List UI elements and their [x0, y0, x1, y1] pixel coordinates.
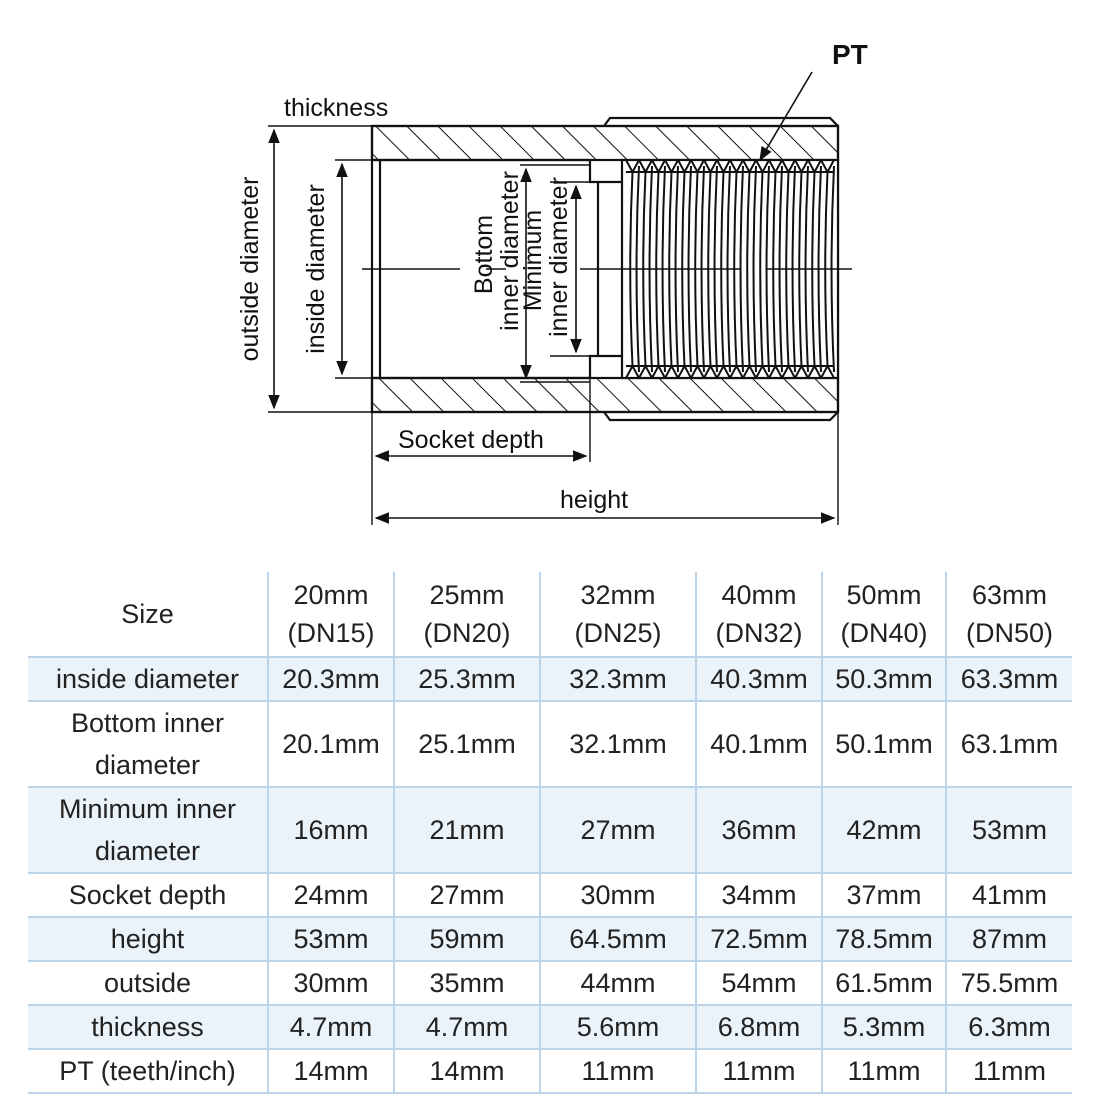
size-value: 50mm — [846, 580, 922, 610]
pt-label: PT — [832, 39, 868, 70]
row-label: PT (teeth/inch) — [28, 1049, 268, 1093]
minimum-inner-diameter-line-2: inner diameter — [545, 177, 573, 337]
table-cell: 5.3mm — [822, 1005, 946, 1049]
table-cell: 11mm — [540, 1049, 696, 1093]
size-value: 40mm — [721, 580, 797, 610]
minimum-inner-diameter-label — [519, 177, 573, 337]
row-label: Bottom inner diameter — [28, 701, 268, 787]
size-spec-table — [28, 572, 1072, 1094]
table-row — [28, 873, 1072, 917]
table-row — [28, 917, 1072, 961]
table-cell: 4.7mm — [394, 1005, 540, 1049]
table-cell: 27mm — [394, 873, 540, 917]
table-cell: 54mm — [696, 961, 822, 1005]
table-cell: 24mm — [268, 873, 394, 917]
table-cell: 11mm — [696, 1049, 822, 1093]
size-column-header — [822, 572, 946, 657]
table-cell: 20.1mm — [268, 701, 394, 787]
table-cell: 6.8mm — [696, 1005, 822, 1049]
table-cell: 75.5mm — [946, 961, 1072, 1005]
table-cell: 35mm — [394, 961, 540, 1005]
table-row — [28, 1005, 1072, 1049]
table-cell: 20.3mm — [268, 657, 394, 701]
row-label: outside — [28, 961, 268, 1005]
table-cell: 30mm — [540, 873, 696, 917]
dn-value: (DN15) — [287, 618, 375, 648]
table-cell: 40.3mm — [696, 657, 822, 701]
row-label: Minimum inner diameter — [28, 787, 268, 873]
table-cell: 14mm — [268, 1049, 394, 1093]
table-cell: 44mm — [540, 961, 696, 1005]
table-cell: 37mm — [822, 873, 946, 917]
table-cell: 5.6mm — [540, 1005, 696, 1049]
size-column-header — [394, 572, 540, 657]
table-cell: 50.1mm — [822, 701, 946, 787]
row-label: Socket depth — [28, 873, 268, 917]
size-column-header — [268, 572, 394, 657]
dn-value: (DN50) — [965, 618, 1053, 648]
table-cell: 42mm — [822, 787, 946, 873]
table-cell: 61.5mm — [822, 961, 946, 1005]
table-row — [28, 961, 1072, 1005]
row-label: inside diameter — [28, 657, 268, 701]
table-cell: 34mm — [696, 873, 822, 917]
table-row — [28, 701, 1072, 787]
table-cell: 11mm — [822, 1049, 946, 1093]
table-cell: 36mm — [696, 787, 822, 873]
socket-depth-label: Socket depth — [398, 426, 544, 454]
outside-diameter-label: outside diameter — [236, 176, 264, 362]
table-cell: 40.1mm — [696, 701, 822, 787]
table-cell: 27mm — [540, 787, 696, 873]
table-cell: 4.7mm — [268, 1005, 394, 1049]
bottom-inner-diameter-label — [470, 171, 524, 331]
dn-value: (DN40) — [840, 618, 928, 648]
table-cell: 30mm — [268, 961, 394, 1005]
minimum-inner-diameter-line-1: Minimum — [519, 209, 547, 312]
table-row — [28, 1049, 1072, 1093]
row-label: thickness — [28, 1005, 268, 1049]
dn-value: (DN25) — [574, 618, 662, 648]
table-cell: 63.1mm — [946, 701, 1072, 787]
table-cell: 50.3mm — [822, 657, 946, 701]
dn-value: (DN32) — [715, 618, 803, 648]
size-value: 32mm — [580, 580, 656, 610]
table-cell: 78.5mm — [822, 917, 946, 961]
size-column-header — [696, 572, 822, 657]
row-label: height — [28, 917, 268, 961]
size-value: 25mm — [429, 580, 505, 610]
table-row — [28, 787, 1072, 873]
table-cell: 59mm — [394, 917, 540, 961]
table-cell: 53mm — [946, 787, 1072, 873]
size-value: 63mm — [971, 580, 1047, 610]
size-column-header — [540, 572, 696, 657]
table-cell: 14mm — [394, 1049, 540, 1093]
table-cell: 25.1mm — [394, 701, 540, 787]
bottom-inner-diameter-line-2: inner diameter — [496, 171, 524, 331]
table-cell: 32.1mm — [540, 701, 696, 787]
table-cell: 32.3mm — [540, 657, 696, 701]
table-header-row — [28, 572, 1072, 657]
bottom-inner-diameter-line-1: Bottom — [470, 214, 498, 295]
table-cell: 53mm — [268, 917, 394, 961]
dn-value: (DN20) — [423, 618, 511, 648]
table-cell: 87mm — [946, 917, 1072, 961]
table-cell: 6.3mm — [946, 1005, 1072, 1049]
height-label: height — [560, 486, 629, 514]
table-row — [28, 657, 1072, 701]
table-cell: 64.5mm — [540, 917, 696, 961]
table-cell: 25.3mm — [394, 657, 540, 701]
table-cell: 72.5mm — [696, 917, 822, 961]
size-header: Size — [28, 572, 268, 657]
inside-diameter-label: inside diameter — [302, 184, 330, 354]
table-cell: 16mm — [268, 787, 394, 873]
table-cell: 11mm — [946, 1049, 1072, 1093]
table-cell: 41mm — [946, 873, 1072, 917]
table-cell: 21mm — [394, 787, 540, 873]
size-column-header — [946, 572, 1072, 657]
size-value: 20mm — [293, 580, 369, 610]
table-body — [28, 657, 1072, 1093]
thickness-label: thickness — [284, 94, 389, 122]
table-cell: 63.3mm — [946, 657, 1072, 701]
